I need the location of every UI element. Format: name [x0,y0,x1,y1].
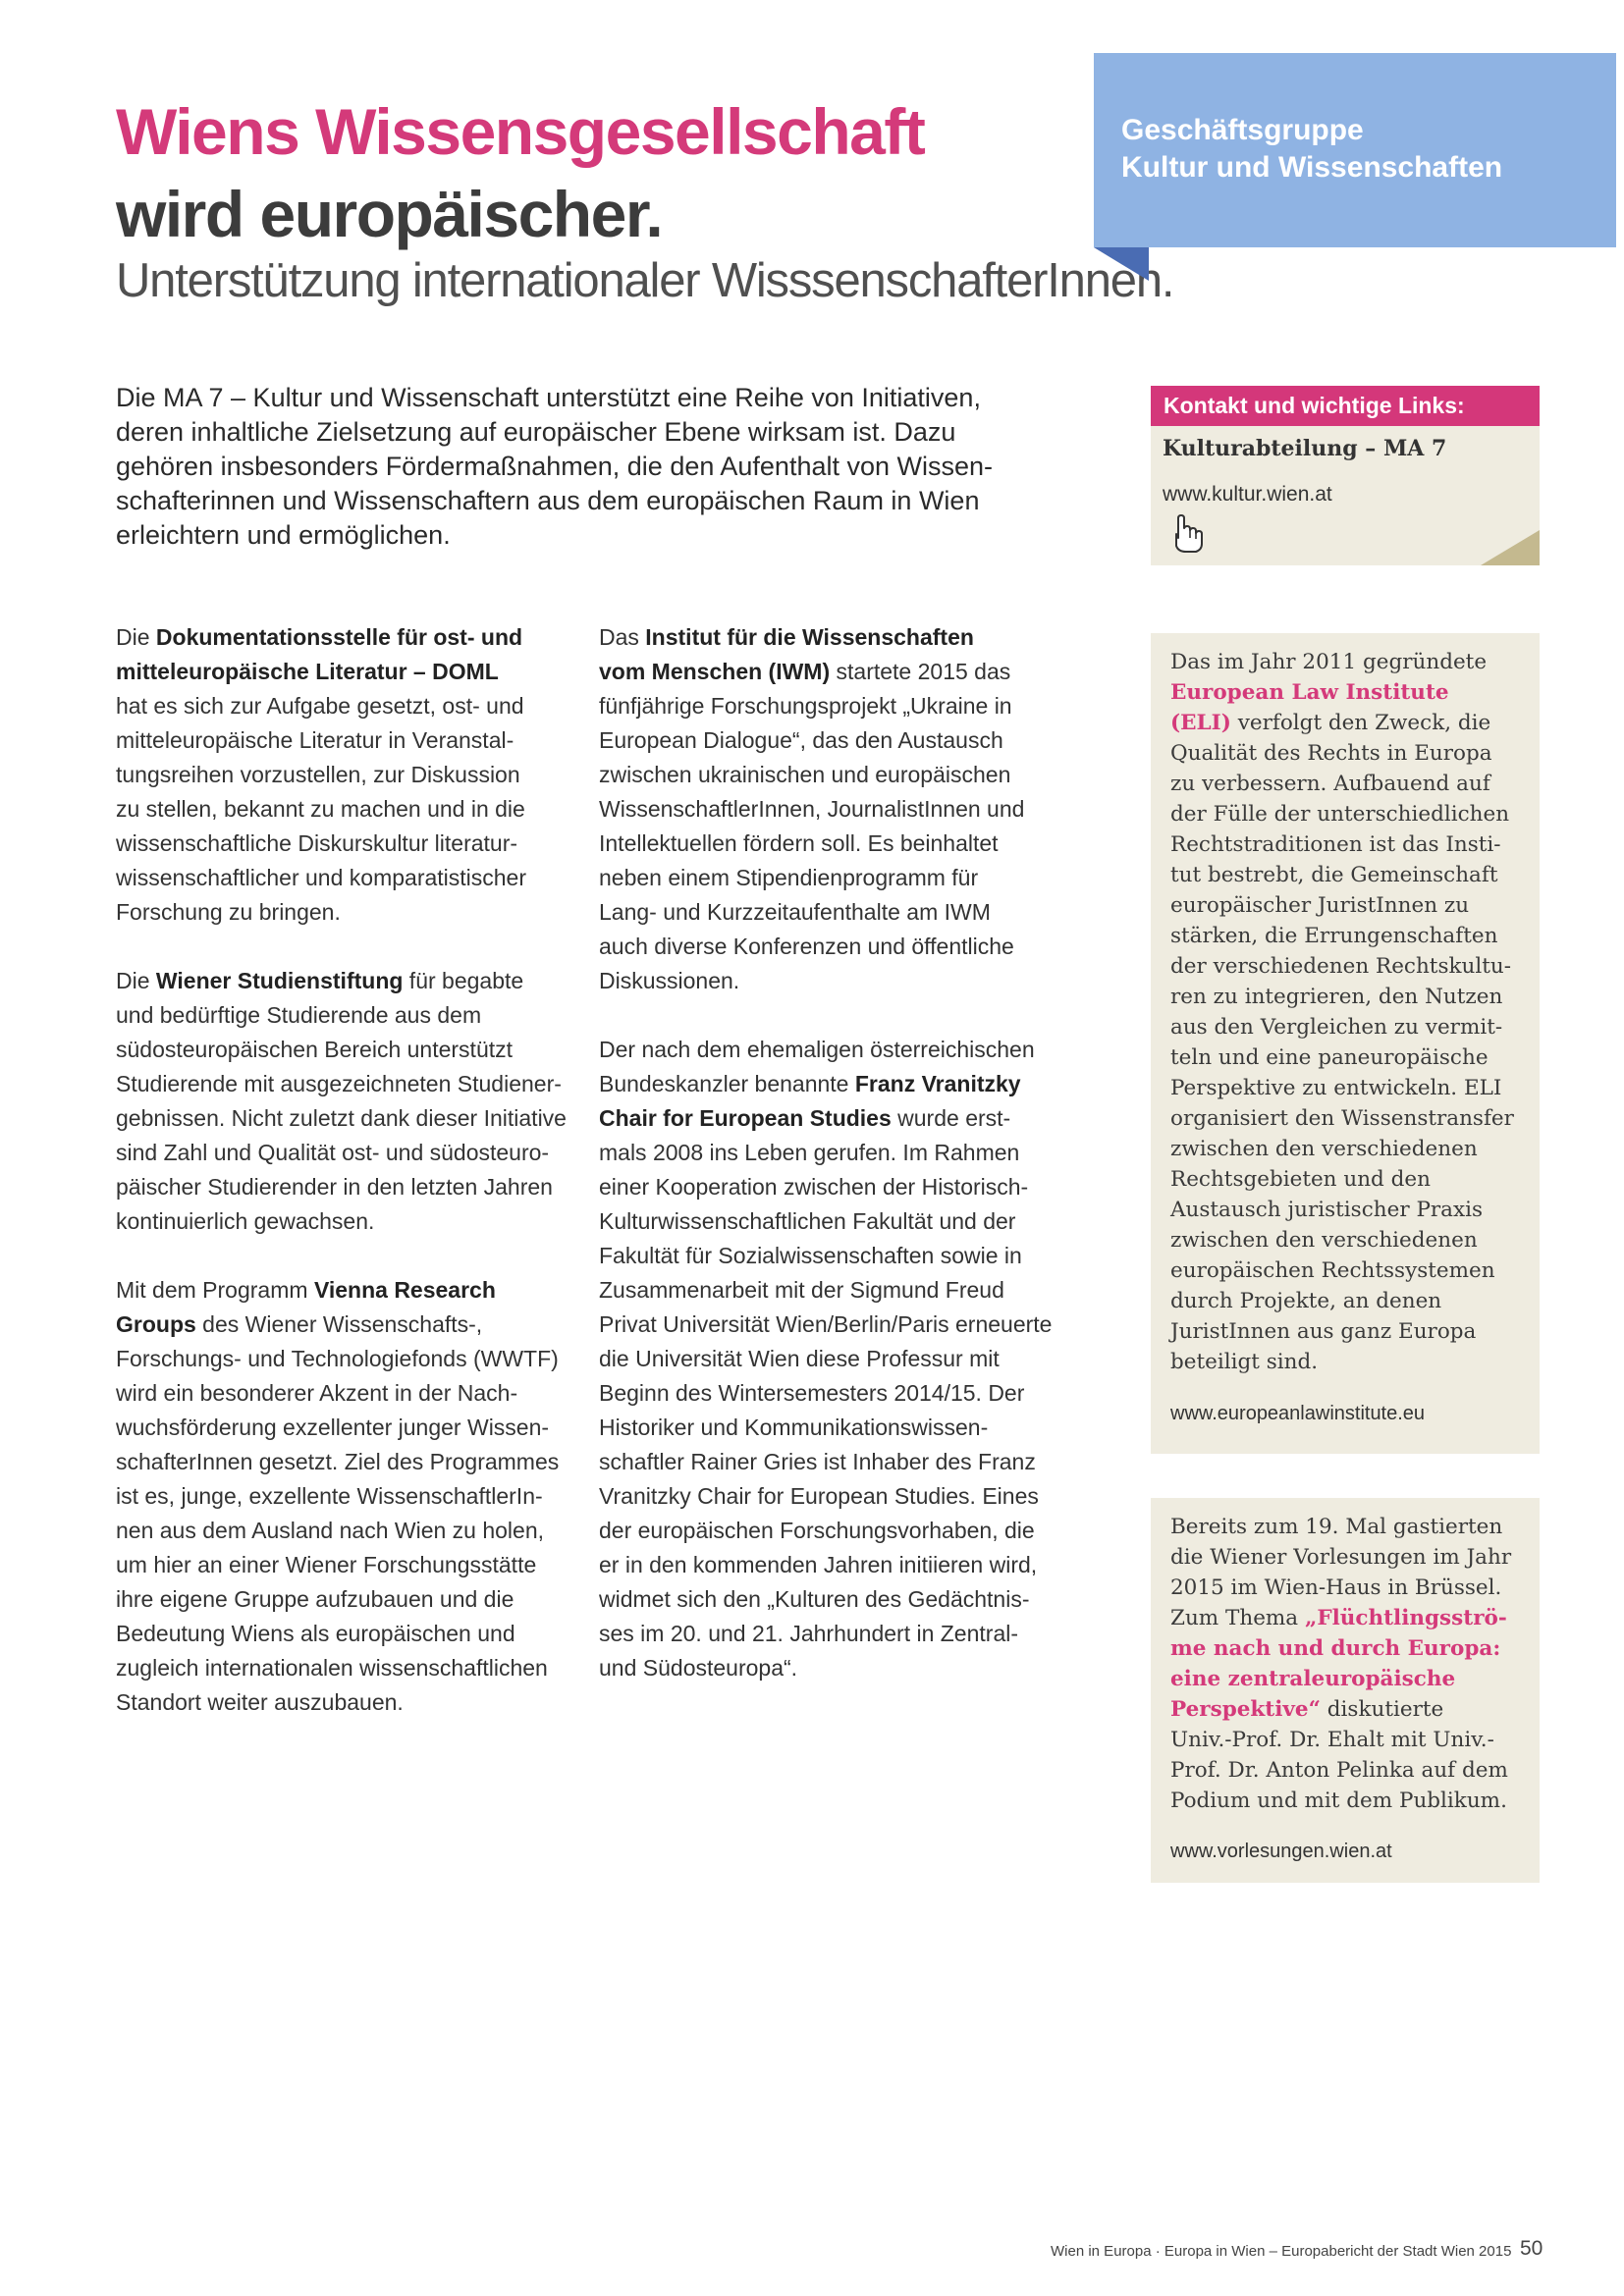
pointing-hand-icon[interactable] [1168,512,1212,561]
text-column-2 [599,620,1070,1685]
column-line: zwischen ukrainischen und europäischen [599,762,1011,787]
column-line: sind Zahl und Qualität ost- und südosteuro- [116,1140,550,1165]
vorlesungen-info-box [1151,1498,1540,1883]
column-line: zu stellen, bekannt zu machen und in die [116,796,525,822]
column-line: Kulturwissenschaftlichen Fakultät und der [599,1208,1016,1234]
intro-line: Die MA 7 – Kultur und Wissenschaft unterstützt eine Reihe von Initiativen, [116,383,981,412]
section-tab-fold [1094,247,1149,281]
box-line: ren zu integrieren, den Nutzen [1170,985,1503,1009]
contact-link[interactable]: www.kultur.wien.at [1163,483,1332,506]
box-line: zwischen den verschiedenen [1170,1228,1478,1253]
column-line: Forschungs- und Technologiefonds (WWTF) [116,1346,559,1371]
column-line: ihre eigene Gruppe aufzubauen und die [116,1586,514,1612]
column-line: und bedürftige Studierende aus dem [116,1002,482,1028]
box-line: aus den Vergleichen zu vermit- [1170,1015,1503,1040]
text-column-1 [116,620,577,1720]
contact-heading: Kontakt und wichtige Links: [1151,386,1540,426]
column-line: schaftler Rainer Gries ist Inhaber des Franz [599,1449,1036,1474]
column-line: WissenschaftlerInnen, JournalistInnen und [599,796,1025,822]
page-number: 50 [1520,2237,1543,2260]
intro-line: deren inhaltliche Zielsetzung auf europäischer Ebene wirksam ist. Dazu [116,417,956,447]
box-line: Prof. Dr. Anton Pelinka auf dem [1170,1758,1508,1783]
intro-line: schafterinnen und Wissenschaftern aus dem europäischen Raum in Wien [116,486,980,515]
footer-text: Wien in Europa · Europa in Wien – Europabericht der Stadt Wien 2015 [1051,2243,1512,2260]
column-line: nen aus dem Ausland nach Wien zu holen, [116,1518,545,1543]
column-line: ses im 20. und 21. Jahrhundert in Zentral- [599,1621,1019,1646]
column-line: Bundeskanzler benannte Franz Vranitzky [599,1071,1021,1096]
box-line: Podium und mit dem Publikum. [1170,1789,1507,1813]
box-line: European Law Institute [1170,680,1449,705]
column-line: Die Dokumentationsstelle für ost- und [116,624,523,650]
column-line: vom Menschen (IWM) startete 2015 das [599,659,1011,684]
box-line: Austausch juristischer Praxis [1170,1198,1484,1222]
column-line: Der nach dem ehemaligen österreichischen [599,1037,1035,1062]
column-line: Groups des Wiener Wissenschafts-, [116,1311,483,1337]
box-line: europäischer JuristInnen zu [1170,893,1470,918]
column-line: und Südosteuropa“. [599,1655,798,1681]
box-line: Zum Thema „Flüchtlingsströ- [1170,1606,1507,1630]
box-line: Univ.-Prof. Dr. Ehalt mit Univ.- [1170,1728,1494,1752]
box-line: Rechtstraditionen ist das Insti- [1170,832,1501,857]
column-line: Standort weiter auszubauen. [116,1689,404,1715]
box-line: der Fülle der unterschiedlichen [1170,802,1510,827]
column-line: wissenschaftliche Diskurskultur literatur- [116,830,518,856]
column-line: zugleich internationalen wissenschaftlichen [116,1655,548,1681]
box-line: Perspektive zu entwickeln. ELI [1170,1076,1502,1100]
column-line: ist es, junge, exzellente WissenschaftlerIn- [116,1483,543,1509]
column-line: Chair for European Studies wurde erst- [599,1105,1011,1131]
box-line: Qualität des Rechts in Europa [1170,741,1492,766]
column-line: gebnissen. Nicht zuletzt dank dieser Initiative [116,1105,567,1131]
page-title: Wiens Wissensgesellschaft [116,95,925,168]
column-line: hat es sich zur Aufgabe gesetzt, ost- und [116,693,524,719]
column-line: Lang- und Kurzzeitaufenthalte am IWM [599,899,991,925]
contact-box-fold [1481,530,1540,565]
column-line: Intellektuellen fördern soll. Es beinhaltet [599,830,999,856]
box-line: europäischen Rechtssystemen [1170,1258,1495,1283]
section-tab [1094,53,1616,247]
box-line: organisiert den Wissenstransfer [1170,1106,1514,1131]
column-line: wissenschaftlicher und komparatistischer [116,865,527,890]
column-line: er in den kommenden Jahren initiieren wird, [599,1552,1038,1577]
eli-info-box [1151,633,1540,1454]
box-line: Bereits zum 19. Mal gastierten [1170,1515,1503,1539]
box-line: eine zentraleuropäische [1170,1667,1456,1691]
column-line: mitteleuropäische Literatur in Veranstal- [116,727,514,753]
box-line: der verschiedenen Rechtskultu- [1170,954,1511,979]
box-line: teln und eine paneuropäische [1170,1045,1489,1070]
column-line: päischer Studierender in den letzten Jahren [116,1174,553,1200]
vorlesungen-link[interactable]: www.vorlesungen.wien.at [1170,1841,1392,1862]
column-line: widmet sich den „Kulturen des Gedächtnis- [599,1586,1030,1612]
intro-paragraph [116,381,1058,553]
intro-line: gehören insbesonders Fördermaßnahmen, die den Aufenthalt von Wissen- [116,452,994,481]
box-line: me nach und durch Europa: [1170,1636,1501,1661]
column-line: tungsreihen vorzustellen, zur Diskussion [116,762,520,787]
box-line: 2015 im Wien-Haus in Brüssel. [1170,1575,1502,1600]
column-line: neben einem Stipendienprogramm für [599,865,979,890]
contact-name: Kulturabteilung – MA 7 [1163,436,1447,461]
eli-link[interactable]: www.europeanlawinstitute.eu [1170,1403,1426,1424]
column-line: Diskussionen. [599,968,740,993]
box-line: stärken, die Errungenschaften [1170,924,1498,948]
column-line: mals 2008 ins Leben gerufen. Im Rahmen [599,1140,1020,1165]
column-line: Bedeutung Wiens als europäischen und [116,1621,515,1646]
box-line: zu verbessern. Aufbauend auf [1170,772,1490,796]
intro-line: erleichtern und ermöglichen. [116,520,451,550]
column-line: mitteleuropäische Literatur – DOML [116,659,499,684]
column-line: Vranitzky Chair for European Studies. Eines [599,1483,1039,1509]
box-line: durch Projekte, an denen [1170,1289,1442,1313]
box-line: Perspektive“ diskutierte [1170,1697,1444,1722]
section-tab-line2: Kultur und Wissenschaften [1121,151,1503,184]
column-line: schafterInnen gesetzt. Ziel des Programmes [116,1449,560,1474]
column-line: wird ein besonderer Akzent in der Nach- [116,1380,518,1406]
box-line: Das im Jahr 2011 gegründete [1170,650,1488,674]
column-line: European Dialogue“, das den Austausch [599,727,1003,753]
column-line: Zusammenarbeit mit der Sigmund Freud [599,1277,1004,1303]
column-line: Fakultät für Sozialwissenschaften sowie in [599,1243,1022,1268]
box-line: die Wiener Vorlesungen im Jahr [1170,1545,1512,1570]
column-line: fünfjährige Forschungsprojekt „Ukraine in [599,693,1012,719]
column-line: Das Institut für die Wissenschaften [599,624,974,650]
column-line: Forschung zu bringen. [116,899,341,925]
column-line: Studierende mit ausgezeichneten Studiener- [116,1071,562,1096]
box-line: tut bestrebt, die Gemeinschaft [1170,863,1498,887]
column-line: auch diverse Konferenzen und öffentliche [599,934,1014,959]
box-line: zwischen den verschiedenen [1170,1137,1478,1161]
column-line: die Universität Wien diese Professur mit [599,1346,1000,1371]
column-line: Historiker und Kommunikationswissen- [599,1415,989,1440]
box-line: Rechtsgebieten und den [1170,1167,1431,1192]
section-tab-line1: Geschäftsgruppe [1121,114,1364,146]
page-title-line2: wird europäischer. [116,178,663,250]
column-line: Mit dem Programm Vienna Research [116,1277,496,1303]
column-line: der europäischen Forschungsvorhaben, die [599,1518,1035,1543]
column-line: wuchsförderung exzellenter junger Wissen- [116,1415,550,1440]
column-line: Beginn des Wintersemesters 2014/15. Der [599,1380,1025,1406]
column-line: südosteuropäischen Bereich unterstützt [116,1037,514,1062]
column-line: kontinuierlich gewachsen. [116,1208,375,1234]
box-line: (ELI) verfolgt den Zweck, die [1170,711,1491,735]
column-line: um hier an einer Wiener Forschungsstätte [116,1552,537,1577]
box-line: JuristInnen aus ganz Europa [1170,1319,1477,1344]
column-line: Privat Universität Wien/Berlin/Paris erneuerte [599,1311,1053,1337]
box-line: beteiligt sind. [1170,1350,1319,1374]
column-line: Die Wiener Studienstiftung für begabte [116,968,524,993]
page-subtitle: Unterstützung internationaler WisssenschafterInnen. [116,254,1174,307]
column-line: einer Kooperation zwischen der Historisch- [599,1174,1029,1200]
